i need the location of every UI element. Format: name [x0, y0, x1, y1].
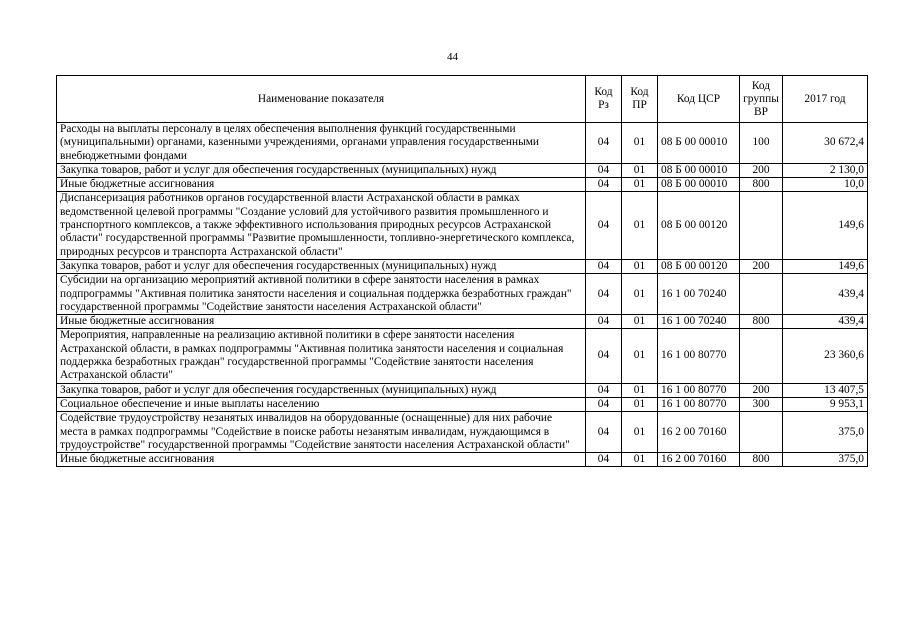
header-name: Наименование показателя [57, 76, 586, 123]
row-amount: 149,6 [783, 259, 868, 273]
row-pr: 01 [622, 453, 658, 467]
row-amount: 10,0 [783, 178, 868, 192]
table-row [57, 259, 868, 273]
row-csr: 08 Б 00 00010 [658, 178, 740, 192]
row-amount: 375,0 [783, 453, 868, 467]
row-name: Иные бюджетные ассигнования [57, 453, 586, 467]
row-vr: 100 [740, 123, 783, 164]
header-pr: Код ПР [622, 76, 658, 123]
row-name: Закупка товаров, работ и услуг для обеспечения государственных (муниципальных) нужд [57, 163, 586, 177]
row-pr: 01 [622, 163, 658, 177]
row-rz: 04 [586, 123, 622, 164]
row-amount: 439,4 [783, 274, 868, 315]
row-pr: 01 [622, 259, 658, 273]
row-pr: 01 [622, 383, 658, 397]
row-name: Закупка товаров, работ и услуг для обеспечения государственных (муниципальных) нужд [57, 259, 586, 273]
row-rz: 04 [586, 274, 622, 315]
row-name: Иные бюджетные ассигнования [57, 178, 586, 192]
row-csr: 08 Б 00 00010 [658, 123, 740, 164]
row-csr: 16 1 00 80770 [658, 383, 740, 397]
row-vr [740, 192, 783, 259]
row-vr: 200 [740, 163, 783, 177]
row-pr: 01 [622, 274, 658, 315]
row-rz: 04 [586, 178, 622, 192]
row-pr: 01 [622, 397, 658, 411]
row-name: Социальное обеспечение и иные выплаты населению [57, 397, 586, 411]
row-amount: 23 360,6 [783, 329, 868, 383]
budget-table [56, 75, 868, 467]
row-amount: 13 407,5 [783, 383, 868, 397]
row-csr: 16 1 00 70240 [658, 315, 740, 329]
header-csr: Код ЦСР [658, 76, 740, 123]
row-rz: 04 [586, 259, 622, 273]
row-pr: 01 [622, 192, 658, 259]
table-row [57, 383, 868, 397]
table-row [57, 123, 868, 164]
row-name: Закупка товаров, работ и услуг для обеспечения государственных (муниципальных) нужд [57, 383, 586, 397]
row-pr: 01 [622, 329, 658, 383]
row-rz: 04 [586, 453, 622, 467]
row-rz: 04 [586, 192, 622, 259]
row-vr [740, 329, 783, 383]
table-row [57, 412, 868, 453]
row-rz: 04 [586, 397, 622, 411]
row-amount: 439,4 [783, 315, 868, 329]
row-rz: 04 [586, 163, 622, 177]
row-csr: 08 Б 00 00120 [658, 192, 740, 259]
row-rz: 04 [586, 329, 622, 383]
row-amount: 2 130,0 [783, 163, 868, 177]
row-csr: 16 2 00 70160 [658, 453, 740, 467]
row-name: Иные бюджетные ассигнования [57, 315, 586, 329]
row-vr: 800 [740, 453, 783, 467]
row-vr: 200 [740, 259, 783, 273]
row-csr: 16 2 00 70160 [658, 412, 740, 453]
table-row [57, 178, 868, 192]
table-row [57, 163, 868, 177]
page-number: 44 [447, 51, 458, 63]
table-row [57, 453, 868, 467]
header-rz: Код Рз [586, 76, 622, 123]
row-rz: 04 [586, 412, 622, 453]
row-vr [740, 274, 783, 315]
row-csr: 16 1 00 80770 [658, 397, 740, 411]
table-header-row [57, 76, 868, 123]
row-pr: 01 [622, 412, 658, 453]
row-pr: 01 [622, 123, 658, 164]
header-vr: Код группы ВР [740, 76, 783, 123]
row-pr: 01 [622, 315, 658, 329]
row-name: Мероприятия, направленные на реализацию активной политики в сфере занятости населения Астраханской области, в рамках подпрограммы "Активная политика занятости населения и социальная поддержка безработных граждан" государственной программы "Содействие занятости населения Астраханской области" [57, 329, 586, 383]
row-csr: 16 1 00 80770 [658, 329, 740, 383]
row-name: Субсидии на организацию мероприятий активной политики в сфере занятости населения в рамках подпрограммы "Активная политика занятости населения и социальная поддержка безработных граждан" государственной программы "Содействие занятости населения Астраханской области" [57, 274, 586, 315]
row-vr: 800 [740, 178, 783, 192]
row-vr: 300 [740, 397, 783, 411]
row-name: Содействие трудоустройству незанятых инвалидов на оборудованные (оснащенные) для них рабочие места в рамках подпрограммы "Содействие в поиске работы незанятым инвалидам, нуждающимся в трудоустройстве" государственной программы "Содействие занятости населения Астраханской области" [57, 412, 586, 453]
row-amount: 149,6 [783, 192, 868, 259]
row-rz: 04 [586, 383, 622, 397]
row-vr: 800 [740, 315, 783, 329]
row-amount: 9 953,1 [783, 397, 868, 411]
row-vr: 200 [740, 383, 783, 397]
table-row [57, 329, 868, 383]
row-csr: 08 Б 00 00120 [658, 259, 740, 273]
header-year: 2017 год [783, 76, 868, 123]
row-name: Расходы на выплаты персоналу в целях обеспечения выполнения функций государственными (муниципальными) органами, казенными учреждениями, органами управления государственными внебюджетными фондами [57, 123, 586, 164]
row-name: Диспансеризация работников органов государственной власти Астраханской области в рамках ведомственной целевой программы "Создание условий для устойчивого развития промышленного и транспортного комплексов, а также эффективного использования природных ресурсов Астраханской области" государственной программы "Развитие промышленности, топливно-энергетического комплекса, природных ресурсов и транспорта Астраханской области" [57, 192, 586, 259]
row-rz: 04 [586, 315, 622, 329]
row-amount: 375,0 [783, 412, 868, 453]
table-row [57, 397, 868, 411]
table-row [57, 315, 868, 329]
table-row [57, 192, 868, 259]
row-csr: 08 Б 00 00010 [658, 163, 740, 177]
row-amount: 30 672,4 [783, 123, 868, 164]
row-csr: 16 1 00 70240 [658, 274, 740, 315]
table-row [57, 274, 868, 315]
row-pr: 01 [622, 178, 658, 192]
row-vr [740, 412, 783, 453]
